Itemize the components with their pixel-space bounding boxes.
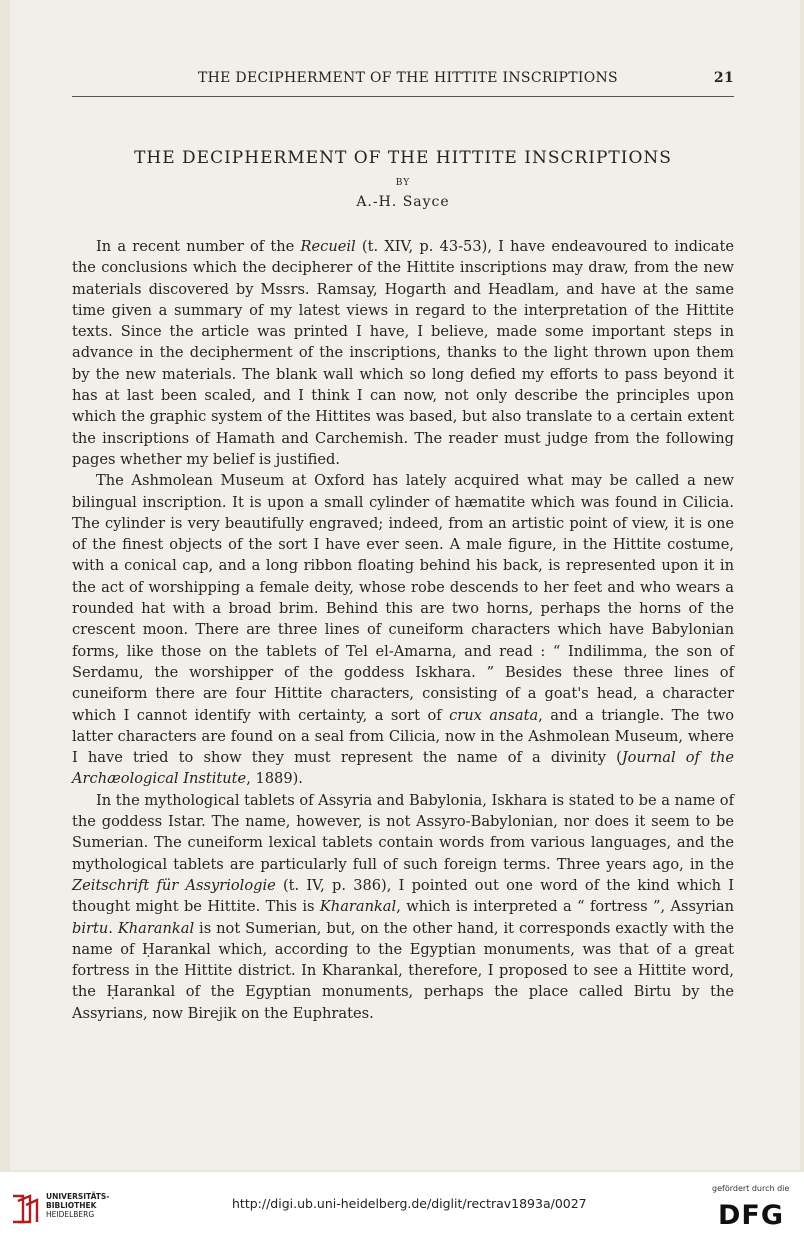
article-title: THE DECIPHERMENT OF THE HITTITE INSCRIPTIONS bbox=[134, 148, 672, 168]
italic-run: birtu bbox=[72, 919, 109, 937]
text-run: , 1889). bbox=[246, 770, 303, 788]
byline-by: BY bbox=[395, 178, 411, 188]
library-name-line-2: BIBLIOTHEK bbox=[46, 1201, 97, 1210]
page-number: 21 bbox=[713, 70, 734, 86]
italic-run: Kharankal bbox=[319, 898, 397, 916]
text-run: In a recent number of the bbox=[96, 238, 301, 255]
text-run: (t. XIV, p. 43-53), I have endeavoured to indicate the conclusions which the decipherer of the Hittite inscriptions may draw, from the new materials discovered by Mssrs. Ramsay, Hogarth and Headlam, and have at the same time given a summary of my latest views in regard to the interpretation of the Hittite texts. Since the article was printed I have, I believe, made some important steps in advance in the decipherment of the inscriptions, thanks to the light thrown upon them by the new materials. The blank wall which so long defied my efforts to pass beyond it has at last been scaled, and I think I can now, not only describe the principles upon which the graphic system of the Hittites was based, but also translate to a certain extent the inscriptions of Hamath and Carchemish. The reader must judge from the following pages whether my belief is justified. bbox=[72, 238, 734, 468]
library-name bbox=[46, 1192, 109, 1219]
article-body bbox=[72, 236, 734, 1024]
text-run: . bbox=[108, 919, 118, 937]
text-run: , which is interpreted a “ fortress ”, Assyrian bbox=[396, 898, 734, 916]
article-author: A.-H. Sayce bbox=[356, 194, 450, 210]
header-rule bbox=[72, 96, 734, 97]
text-run: is not Sumerian, but, on the other hand, it corresponds exactly with the name of Ḥarankal which, according to the Egyptian monuments, was that of a great fortress in the Hittite district. In Kharankal, therefore, I proposed to see a Hittite word, the Ḥarankal of the Egyptian monuments, perhaps the place called Birtu by the Assyrians, now Birejik on the Euphrates. bbox=[72, 919, 734, 1022]
text-run: The Ashmolean Museum at Oxford has lately acquired what may be called a new bilingual inscription. It is upon a small cylinder of hæmatite which was found in Cilicia. The cylinder is very beautifully engraved; indeed, from an artistic point of view, it is one of the finest objects of the sort I have ever seen. A male figure, in the Hittite costume, with a conical cap, and a long ribbon floating behind his back, is represented upon it in the act of worshipping a female deity, whose robe descends to her feet and who wears a rounded hat with a broad brim. Behind this are two horns, perhaps the horns of the crescent moon. There are three lines of cuneiform characters which have Babylonian forms, like those on the tablets of Tel el-Amarna, and read : “ Indilimma, the son of Serdamu, the worshipper of the goddess Iskhara. ” Besides these three lines of cuneiform there are four Hittite characters, consisting of a goat's head, a character which I cannot identify with certainty, a sort of bbox=[72, 472, 734, 724]
footer-bar bbox=[0, 1172, 804, 1239]
italic-run: crux ansata bbox=[449, 706, 539, 724]
italic-run: Recueil bbox=[300, 238, 356, 255]
text-run: , and a triangle. The two latter characters are found on a seal from Cilicia, now in the Ashmolean Museum, where I have tried to show they must represent the name of a divinity ( bbox=[72, 706, 734, 767]
library-name-line-3: HEIDELBERG bbox=[46, 1210, 95, 1219]
funded-by-text: gefördert durch die bbox=[712, 1184, 790, 1193]
paragraph-2 bbox=[72, 470, 734, 789]
running-title: THE DECIPHERMENT OF THE HITTITE INSCRIPTIONS bbox=[198, 70, 618, 86]
permalink-url[interactable]: http://digi.ub.uni-heidelberg.de/diglit/rectrav1893a/0027 bbox=[232, 1196, 587, 1211]
italic-run: Journal of the Archæological Institute bbox=[72, 749, 734, 788]
text-run: In the mythological tablets of Assyria and Babylonia, Iskhara is stated to be a name of the goddess Istar. The name, however, is not Assyro-Babylonian, nor does it seem to be Sumerian. The cuneiform lexical tablets contain words from various languages, and the mythological tablets are particularly full of such foreign terms. Three years ago, in the bbox=[72, 791, 734, 873]
paragraph-1 bbox=[72, 236, 734, 470]
library-name-line-1: UNIVERSITÄTS- bbox=[46, 1192, 110, 1201]
text-run: (t. IV, p. 386), I pointed out one word of the kind which I thought might be Hittite. This is bbox=[72, 876, 734, 916]
dfg-logo: DFG bbox=[718, 1200, 785, 1231]
university-library-logo-icon bbox=[10, 1192, 40, 1226]
italic-run: Zeitschrift für Assyriologie bbox=[72, 876, 276, 894]
paragraph-3 bbox=[72, 790, 734, 1024]
italic-run: Kharankal bbox=[117, 919, 195, 937]
